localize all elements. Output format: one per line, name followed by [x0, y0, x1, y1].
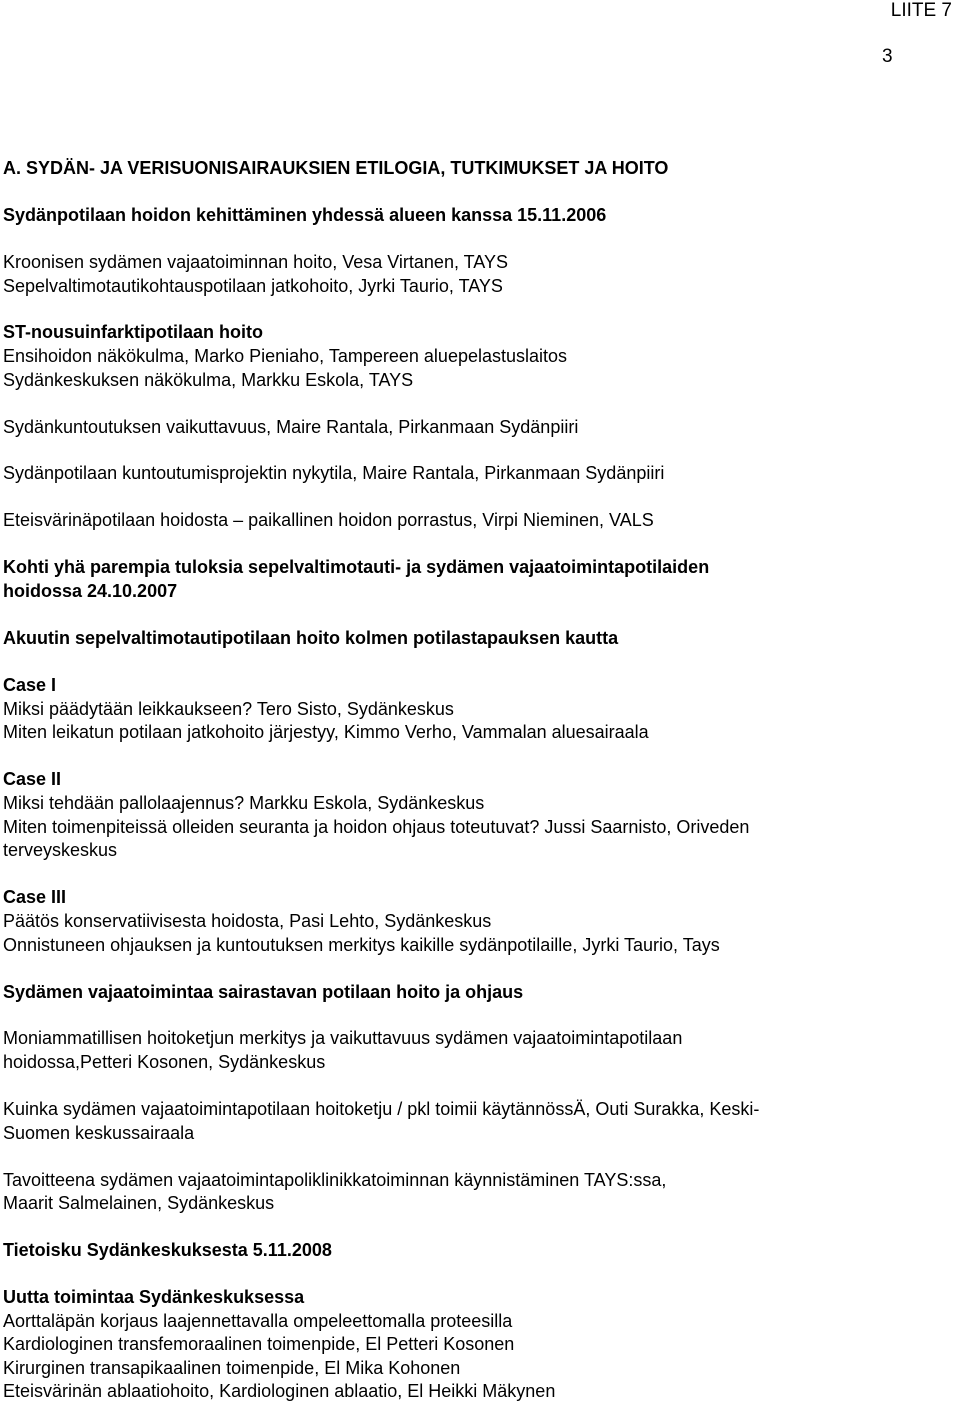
- program-item: Kardiologinen transfemoraalinen toimenpide, El Petteri Kosonen: [3, 1334, 515, 1354]
- program-item-cont: Maarit Salmelainen, Sydänkeskus: [3, 1193, 275, 1213]
- program-item-cont: hoidossa,Petteri Kosonen, Sydänkeskus: [3, 1052, 326, 1072]
- program-item: Kirurginen transapikaalinen toimenpide, El Mika Kohonen: [3, 1358, 461, 1378]
- program-item: Moniammatillisen hoitoketjun merkitys ja vaikuttavuus sydämen vajaatoimintapotilaan: [3, 1028, 683, 1048]
- case-heading: Case III: [3, 887, 67, 907]
- subheading: Sydämen vajaatoimintaa sairastavan potilaan hoito ja ohjaus: [3, 982, 524, 1002]
- program-item: Päätös konservatiivisesta hoidosta, Pasi Lehto, Sydänkeskus: [3, 911, 492, 931]
- program-item: Ensihoidon näkökulma, Marko Pieniaho, Tampereen aluepelastuslaitos: [3, 346, 568, 366]
- case-heading: Case I: [3, 675, 57, 695]
- appendix-label: LIITE 7: [890, 0, 952, 21]
- program-item-cont: Suomen keskussairaala: [3, 1123, 195, 1143]
- program-item: Miten toimenpiteissä olleiden seuranta ja hoidon ohjaus toteutuvat? Jussi Saarnisto, Oriveden: [3, 817, 750, 837]
- section-heading: A. SYDÄN- JA VERISUONISAIRAUKSIEN ETILOGIA, TUTKIMUKSET JA HOITO: [3, 158, 669, 178]
- program-item: Aorttaläpän korjaus laajennettavalla ompeleettomalla proteesilla: [3, 1311, 513, 1331]
- program-item: Tavoitteena sydämen vajaatoimintapoliklinikkatoiminnan käynnistäminen TAYS:ssa,: [3, 1170, 667, 1190]
- program-item: Miksi tehdään pallolaajennus? Markku Eskola, Sydänkeskus: [3, 793, 485, 813]
- program-item-cont: terveyskeskus: [3, 840, 118, 860]
- program-item: Sydänkuntoutuksen vaikuttavuus, Maire Rantala, Pirkanmaan Sydänpiiri: [3, 417, 579, 437]
- program-item: Miten leikatun potilaan jatkohoito järjestyy, Kimmo Verho, Vammalan aluesairaala: [3, 722, 649, 742]
- event-heading-2007-cont: hoidossa 24.10.2007: [3, 581, 178, 601]
- program-item: Sydänpotilaan kuntoutumisprojektin nykytila, Maire Rantala, Pirkanmaan Sydänpiiri: [3, 463, 665, 483]
- event-heading-2007: Kohti yhä parempia tuloksia sepelvaltimotauti- ja sydämen vajaatoimintapotilaiden: [3, 557, 710, 577]
- program-item: Eteisvärinän ablaatiohoito, Kardiologinen ablaatio, El Heikki Mäkynen: [3, 1381, 556, 1401]
- page-number: 3: [882, 46, 893, 67]
- case-heading: Case II: [3, 769, 62, 789]
- program-item: Eteisvärinäpotilaan hoidosta – paikallinen hoidon porrastus, Virpi Nieminen, VALS: [3, 510, 654, 530]
- subheading: Akuutin sepelvaltimotautipotilaan hoito kolmen potilastapauksen kautta: [3, 628, 619, 648]
- event-heading-2008: Tietoisku Sydänkeskuksesta 5.11.2008: [3, 1240, 332, 1260]
- program-item: Sepelvaltimotautikohtauspotilaan jatkohoito, Jyrki Taurio, TAYS: [3, 276, 503, 296]
- program-item: Sydänkeskuksen näkökulma, Markku Eskola, TAYS: [3, 370, 414, 390]
- event-heading-2006: Sydänpotilaan hoidon kehittäminen yhdessä alueen kanssa 15.11.2006: [3, 205, 607, 225]
- subheading: Uutta toimintaa Sydänkeskuksessa: [3, 1287, 305, 1307]
- program-item: Kuinka sydämen vajaatoimintapotilaan hoitoketju / pkl toimii käytännössÄ, Outi Surakka, Keski-: [3, 1099, 760, 1119]
- program-item: Kroonisen sydämen vajaatoiminnan hoito, Vesa Virtanen, TAYS: [3, 252, 508, 272]
- subheading: ST-nousuinfarktipotilaan hoito: [3, 322, 263, 342]
- program-item: Miksi päädytään leikkaukseen? Tero Sisto, Sydänkeskus: [3, 699, 454, 719]
- program-item: Onnistuneen ohjauksen ja kuntoutuksen merkitys kaikille sydänpotilaille, Jyrki Taurio, Tays: [3, 935, 720, 955]
